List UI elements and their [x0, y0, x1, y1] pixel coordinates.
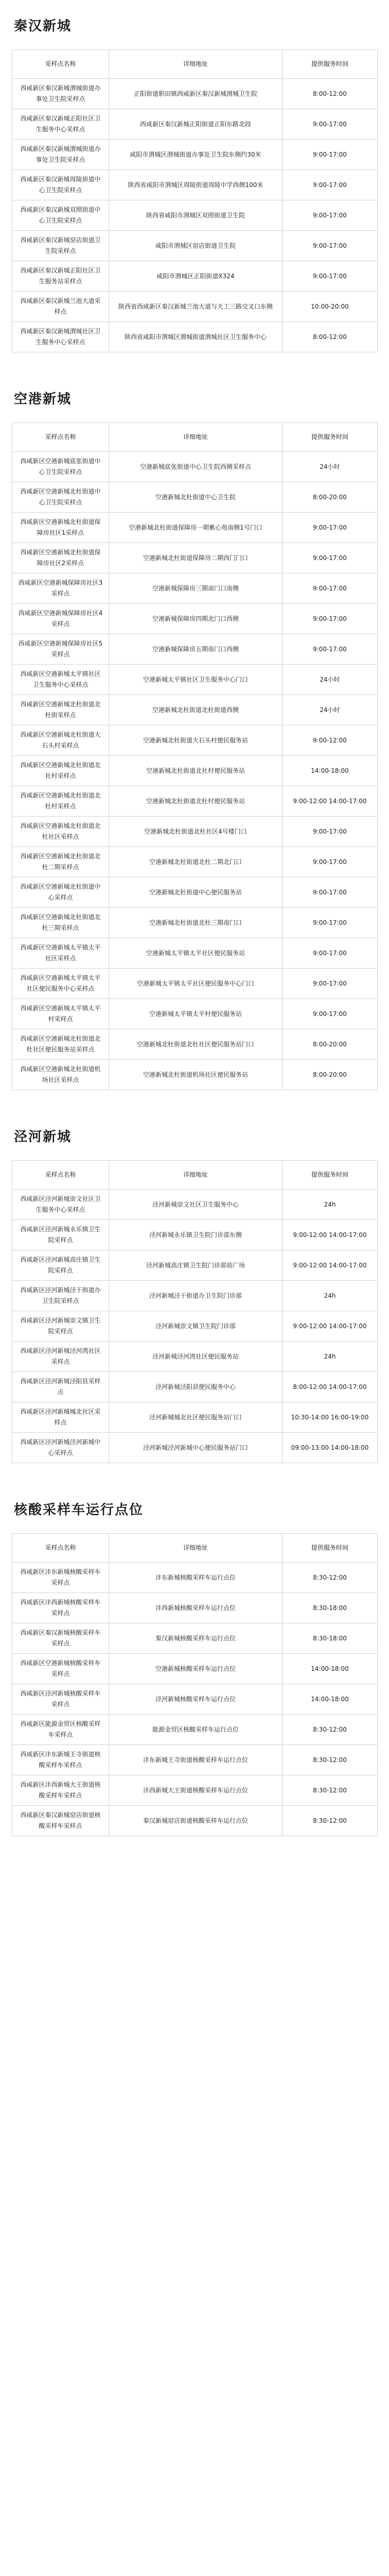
column-header: 采样点名称: [12, 1534, 109, 1563]
address-cell: 空港新城北杜街道中心卫生院: [109, 482, 282, 513]
table-row: [12, 877, 378, 908]
address-cell: 泾河新城泾河湾社区便民服务站: [109, 1342, 282, 1372]
address-cell: 沣西新城大王街道核酸采样车运行点位: [109, 1775, 282, 1806]
service-hours-cell: 9:00-17:00: [282, 200, 378, 231]
section-header: [12, 1484, 377, 1533]
address-cell: 空港新城北杜街道机场社区便民服务站: [109, 1060, 282, 1090]
site-name-cell: 西咸新区泾河新城泾河新城中心采样点: [12, 1433, 109, 1463]
table-row: [12, 482, 378, 513]
address-cell: 西咸新区秦汉新城正阳街道正阳东路北段: [109, 109, 282, 140]
column-header: 提供服务时间: [282, 50, 378, 79]
section-header: [12, 1111, 377, 1160]
table-row: [12, 109, 378, 140]
site-name-cell: 西咸新区秦汉新城双照街道中心卫生院采样点: [12, 200, 109, 231]
service-hours-cell: 8:00-20:00: [282, 1060, 378, 1090]
site-name-cell: 西咸新区空港新城北杜街道北杜村采样点: [12, 786, 109, 817]
address-cell: 泾河新城永乐镇卫生院门诊部东侧: [109, 1220, 282, 1250]
site-name-cell: 西咸新区空港新城太平镇太平社区便民服务中心采样点: [12, 969, 109, 999]
column-header: 提供服务时间: [282, 423, 378, 452]
table-body: [12, 79, 378, 352]
address-cell: 沣东新城核酸采样车运行点位: [109, 1563, 282, 1593]
service-hours-cell: 9:00-17:00: [282, 938, 378, 969]
table-row: [12, 261, 378, 292]
section-header: [12, 373, 377, 422]
column-header: 采样点名称: [12, 1161, 109, 1190]
service-hours-cell: 09:00-13:00 14:00-18:00: [282, 1433, 378, 1463]
table-row: [12, 695, 378, 725]
service-hours-cell: 8:00-12:00 14:00-17:00: [282, 1372, 378, 1402]
table-row: [12, 1745, 378, 1775]
table-row: [12, 513, 378, 543]
table-row: [12, 1372, 378, 1402]
table-row: [12, 322, 378, 352]
sampling-sites-table: [12, 422, 378, 1090]
table-row: [12, 573, 378, 604]
service-hours-cell: 10:00-20:00: [282, 292, 378, 322]
address-cell: 空港新城北杜街道大石头村便民服务站: [109, 725, 282, 756]
service-hours-cell: 24小时: [282, 665, 378, 695]
service-hours-cell: 9:00-17:00: [282, 140, 378, 170]
table-row: [12, 231, 378, 261]
site-name-cell: 西咸新区空港新城北杜街道保障房社区1采样点: [12, 513, 109, 543]
address-cell: 泾河新城泾阳县便民服务中心: [109, 1372, 282, 1402]
site-name-cell: 西咸新区沣东新城核酸采样车采样点: [12, 1563, 109, 1593]
table-row: [12, 665, 378, 695]
service-hours-cell: 8:30-12:00: [282, 1806, 378, 1836]
table-row: [12, 1342, 378, 1372]
table-row: [12, 1250, 378, 1281]
table-row: [12, 1684, 378, 1715]
column-header: 采样点名称: [12, 50, 109, 79]
site-name-cell: 西咸新区秦汉新城渭城街道办事处卫生院采样点: [12, 79, 109, 109]
service-hours-cell: 8:00-12:00: [282, 322, 378, 352]
table-row: [12, 1563, 378, 1593]
section-title: 核酸采样车运行点位: [14, 1502, 144, 1518]
site-name-cell: 西咸新区泾河新城永乐镇卫生院采样点: [12, 1220, 109, 1250]
site-name-cell: 西咸新区空港新城保障房社区4采样点: [12, 604, 109, 634]
site-name-cell: 西咸新区空港新城北杜街道北杜二期采样点: [12, 847, 109, 877]
table-row: [12, 1311, 378, 1342]
address-cell: 空港新城核酸采样车运行点位: [109, 1654, 282, 1684]
site-name-cell: 西咸新区空港新城北杜街道机场社区采样点: [12, 1060, 109, 1090]
site-name-cell: 西咸新区空港新城太平镇太平社区采样点: [12, 938, 109, 969]
service-hours-cell: 9:00-17:00: [282, 999, 378, 1029]
site-name-cell: 西咸新区泾河新城泾河湾社区采样点: [12, 1342, 109, 1372]
address-cell: 泾河新城崇文镇卫生院门诊部: [109, 1311, 282, 1342]
service-hours-cell: 9:00-17:00: [282, 604, 378, 634]
service-hours-cell: 24h: [282, 1190, 378, 1220]
table-row: [12, 1220, 378, 1250]
table-header-row: [12, 1161, 378, 1190]
site-name-cell: 西咸新区泾河新城城北社区采样点: [12, 1402, 109, 1433]
table-row: [12, 786, 378, 817]
table-row: [12, 604, 378, 634]
table-body: [12, 1563, 378, 1836]
table-row: [12, 1190, 378, 1220]
site-name-cell: 西咸新区空港新城太平镇社区卫生服务中心采样点: [12, 665, 109, 695]
table-header-row: [12, 423, 378, 452]
table-row: [12, 170, 378, 200]
site-name-cell: 西咸新区泾河新城泾干街道办卫生院采样点: [12, 1281, 109, 1311]
site-name-cell: 西咸新区空港新城保障房社区5采样点: [12, 634, 109, 665]
table-row: [12, 200, 378, 231]
table-row: [12, 452, 378, 482]
address-cell: 泾河新城泾河新城中心便民服务站门口: [109, 1433, 282, 1463]
service-hours-cell: 9:00-17:00: [282, 877, 378, 908]
address-cell: 陕西省咸阳市渭城区周陵街道周陵中学西侧100米: [109, 170, 282, 200]
address-cell: 秦汉新城窑店街道核酸采样车运行点位: [109, 1806, 282, 1836]
address-cell: 泾河新城城北社区便民服务站门口: [109, 1402, 282, 1433]
column-header: 详细地址: [109, 50, 282, 79]
address-cell: 咸阳市渭城区窑店街道卫生院: [109, 231, 282, 261]
table-row: [12, 1654, 378, 1684]
address-cell: 空港新城北杜街道北社村便民服务站: [109, 756, 282, 786]
site-name-cell: 西咸新区泾河新城崇文镇卫生院采样点: [12, 1311, 109, 1342]
table-row: [12, 725, 378, 756]
service-hours-cell: 8:30-18:00: [282, 1623, 378, 1654]
column-header: 详细地址: [109, 1161, 282, 1190]
service-hours-cell: 9:00-17:00: [282, 231, 378, 261]
address-cell: 空港新城太平镇太平村便民服务站: [109, 999, 282, 1029]
service-hours-cell: 9:00-17:00: [282, 969, 378, 999]
address-cell: 空港新城北杜街道保障房一期紫心苑南侧1号门口: [109, 513, 282, 543]
service-hours-cell: 9:00-17:00: [282, 634, 378, 665]
site-name-cell: 西咸新区空港新城北杜街道北杜三期采样点: [12, 908, 109, 938]
address-cell: 沣东新城王寺街道核酸采样车运行点位: [109, 1745, 282, 1775]
service-hours-cell: 24h: [282, 1281, 378, 1311]
site-name-cell: 西咸新区沣东新城王寺街道核酸采样车采样点: [12, 1745, 109, 1775]
site-name-cell: 西咸新区空港新城北杜街道大石头村采样点: [12, 725, 109, 756]
table-header-row: [12, 1534, 378, 1563]
address-cell: 沣西新城核酸采样车运行点位: [109, 1593, 282, 1623]
service-hours-cell: 9:00-17:00: [282, 109, 378, 140]
site-name-cell: 西咸新区沣西新城大王街道核酸采样车采样点: [12, 1775, 109, 1806]
service-hours-cell: 8:00-20:00: [282, 1029, 378, 1060]
service-hours-cell: 9:00-12:00: [282, 725, 378, 756]
table-row: [12, 1281, 378, 1311]
service-hours-cell: 24小时: [282, 695, 378, 725]
table-row: [12, 969, 378, 999]
column-header: 提供服务时间: [282, 1161, 378, 1190]
address-cell: 空港新城北杜街道北杜街道西侧: [109, 695, 282, 725]
site-name-cell: 西咸新区空港新城北杜街道北杜社区便民服务站采样点: [12, 1029, 109, 1060]
table-row: [12, 1593, 378, 1623]
service-hours-cell: 9:00-17:00: [282, 543, 378, 573]
site-name-cell: 西咸新区空港新城北杜街道中心卫生院采样点: [12, 482, 109, 513]
table-row: [12, 79, 378, 109]
service-hours-cell: 10:30-14:00 16:00-19:00: [282, 1402, 378, 1433]
service-hours-cell: 9:00-17:00: [282, 170, 378, 200]
site-name-cell: 西咸新区泾河新城核酸采样车采样点: [12, 1684, 109, 1715]
table-row: [12, 999, 378, 1029]
address-cell: 正阳街道职田镇西咸新区秦汉新城渭城卫生院: [109, 79, 282, 109]
address-cell: 空港新城北杜街道中心便民服务站: [109, 877, 282, 908]
site-name-cell: 西咸新区空港新城北杜街道北杜社区采样点: [12, 817, 109, 847]
site-name-cell: 西咸新区秦汉新城正阳社区卫生服务中心采样点: [12, 109, 109, 140]
site-name-cell: 西咸新区空港新城保障房社区3采样点: [12, 573, 109, 604]
table-row: [12, 1402, 378, 1433]
table-row: [12, 938, 378, 969]
address-cell: 咸阳市渭城区正阳街道X324: [109, 261, 282, 292]
service-hours-cell: 9:00-17:00: [282, 847, 378, 877]
site-name-cell: 西咸新区秦汉新城渭城街道办事处卫生院采样点: [12, 140, 109, 170]
table-row: [12, 1433, 378, 1463]
service-hours-cell: 24小时: [282, 452, 378, 482]
address-cell: 空港新城保障房四期北门口西侧: [109, 604, 282, 634]
table-row: [12, 847, 378, 877]
service-hours-cell: 9:00-17:00: [282, 513, 378, 543]
table-row: [12, 1775, 378, 1806]
address-cell: 陕西省咸阳市渭城区渭城街道渭城社区卫生服务中心: [109, 322, 282, 352]
service-hours-cell: 8:00-20:00: [282, 482, 378, 513]
section-header: [12, 0, 377, 49]
service-hours-cell: 8:00-12:00: [282, 79, 378, 109]
site-name-cell: 西咸新区空港新城北杜街道北社村采样点: [12, 756, 109, 786]
service-hours-cell: 24h: [282, 1342, 378, 1372]
address-cell: 秦汉新城核酸采样车运行点位: [109, 1623, 282, 1654]
table-row: [12, 1060, 378, 1090]
service-hours-cell: 8:30-12:00: [282, 1715, 378, 1745]
site-name-cell: 西咸新区能源金贸区核酸采样车采样点: [12, 1715, 109, 1745]
address-cell: 空港新城北杜街道北杜社区便民服务站门口: [109, 1029, 282, 1060]
address-cell: 泾河新城崇文社区卫生服务中心: [109, 1190, 282, 1220]
service-hours-cell: 8:30-12:00: [282, 1745, 378, 1775]
service-hours-cell: 8:30-18:00: [282, 1593, 378, 1623]
service-hours-cell: 9:00-17:00: [282, 261, 378, 292]
column-header: 提供服务时间: [282, 1534, 378, 1563]
site-name-cell: 西咸新区空港新城核酸采样车采样点: [12, 1654, 109, 1684]
site-name-cell: 西咸新区秦汉新城兰池大道采样点: [12, 292, 109, 322]
column-header: 详细地址: [109, 423, 282, 452]
section-title: 秦汉新城: [14, 18, 72, 34]
address-cell: 空港新城北杜街道北杜村便民服务站: [109, 786, 282, 817]
address-cell: 陕西省西咸新区秦汉新城兰池大道与天工三路交叉口东侧: [109, 292, 282, 322]
table-row: [12, 756, 378, 786]
service-hours-cell: 9:00-17:00: [282, 817, 378, 847]
section-title: 空港新城: [14, 391, 72, 407]
section-title: 泾河新城: [14, 1129, 72, 1145]
service-hours-cell: 9:00-12:00 14:00-17:00: [282, 1220, 378, 1250]
address-cell: 空港新城保障房三期南门口南侧: [109, 573, 282, 604]
site-name-cell: 西咸新区空港新城北杜街道保障房社区2采样点: [12, 543, 109, 573]
address-cell: 空港新城北杜街道北杜三期南门口: [109, 908, 282, 938]
address-cell: 空港新城北杜街道保障房二期西门门口: [109, 543, 282, 573]
service-hours-cell: 9:00-12:00 14:00-17:00: [282, 1250, 378, 1281]
table-body: [12, 1190, 378, 1463]
service-hours-cell: 9:00-12:00 14:00-17:00: [282, 786, 378, 817]
table-row: [12, 634, 378, 665]
site-name-cell: 西咸新区秦汉新城核酸采样车采样点: [12, 1623, 109, 1654]
address-cell: 空港新城北杜街道北杜二期北门口: [109, 847, 282, 877]
table-row: [12, 1623, 378, 1654]
site-name-cell: 西咸新区秦汉新城窑店街道卫生院采样点: [12, 231, 109, 261]
address-cell: 咸阳市渭城区渭城街道办事处卫生院东侧约30米: [109, 140, 282, 170]
table-row: [12, 1715, 378, 1745]
table-row: [12, 1029, 378, 1060]
address-cell: 空港新城北杜街道北杜社区4号楼门口: [109, 817, 282, 847]
address-cell: 泾河新城高庄镇卫生院门诊部前广场: [109, 1250, 282, 1281]
sampling-sites-table: [12, 1533, 378, 1836]
site-name-cell: 西咸新区空港新城北杜街道中心采样点: [12, 877, 109, 908]
service-hours-cell: 9:00-17:00: [282, 908, 378, 938]
sampling-sites-table: [12, 49, 378, 352]
site-name-cell: 西咸新区泾河新城崇文社区卫生服务中心采样点: [12, 1190, 109, 1220]
site-name-cell: 西咸新区泾河新城泾阳县采样点: [12, 1372, 109, 1402]
table-row: [12, 292, 378, 322]
table-row: [12, 817, 378, 847]
table-row: [12, 543, 378, 573]
address-cell: 空港新城太平镇太平社区便民服务站: [109, 938, 282, 969]
address-cell: 陕西省咸阳市渭城区双照街道卫生院: [109, 200, 282, 231]
table-row: [12, 908, 378, 938]
address-cell: 能源金贸区核酸采样车运行点位: [109, 1715, 282, 1745]
table-row: [12, 140, 378, 170]
address-cell: 空港新城保障房五期南门口西侧: [109, 634, 282, 665]
site-name-cell: 西咸新区沣西新城核酸采样车采样点: [12, 1593, 109, 1623]
address-cell: 泾河新城核酸采样车运行点位: [109, 1684, 282, 1715]
service-hours-cell: 14:00-18:00: [282, 1684, 378, 1715]
service-hours-cell: 9:00-12:00 14:00-17:00: [282, 1311, 378, 1342]
site-name-cell: 西咸新区空港新城北杜街道北杜街采样点: [12, 695, 109, 725]
address-cell: 泾河新城泾干街道办卫生院门诊部: [109, 1281, 282, 1311]
address-cell: 空港新城底张街道中心卫生院西侧采样点: [109, 452, 282, 482]
site-name-cell: 西咸新区秦汉新城周陵街道中心卫生院采样点: [12, 170, 109, 200]
site-name-cell: 西咸新区空港新城太平镇太平村采样点: [12, 999, 109, 1029]
table-header-row: [12, 50, 378, 79]
service-hours-cell: 14:00-18:00: [282, 1654, 378, 1684]
service-hours-cell: 14:00-18:00: [282, 756, 378, 786]
service-hours-cell: 8:30-12:00: [282, 1775, 378, 1806]
service-hours-cell: 9:00-17:00: [282, 573, 378, 604]
sampling-sites-table: [12, 1160, 378, 1463]
address-cell: 空港新城太平镇太平社区便民服务中心门口: [109, 969, 282, 999]
table-row: [12, 1806, 378, 1836]
column-header: 详细地址: [109, 1534, 282, 1563]
site-name-cell: 西咸新区秦汉新城窑店街道核酸采样车采样点: [12, 1806, 109, 1836]
site-name-cell: 西咸新区秦汉新城正阳社区卫生服务站采样点: [12, 261, 109, 292]
table-body: [12, 452, 378, 1090]
column-header: 采样点名称: [12, 423, 109, 452]
service-hours-cell: 8:30-12:00: [282, 1563, 378, 1593]
site-name-cell: 西咸新区泾河新城高庄镇卫生院采样点: [12, 1250, 109, 1281]
address-cell: 空港新城太平镇社区卫生服务中心门口: [109, 665, 282, 695]
site-name-cell: 西咸新区秦汉新城渭城社区卫生服务中心采样点: [12, 322, 109, 352]
site-name-cell: 西咸新区空港新城底张街道中心卫生院采样点: [12, 452, 109, 482]
